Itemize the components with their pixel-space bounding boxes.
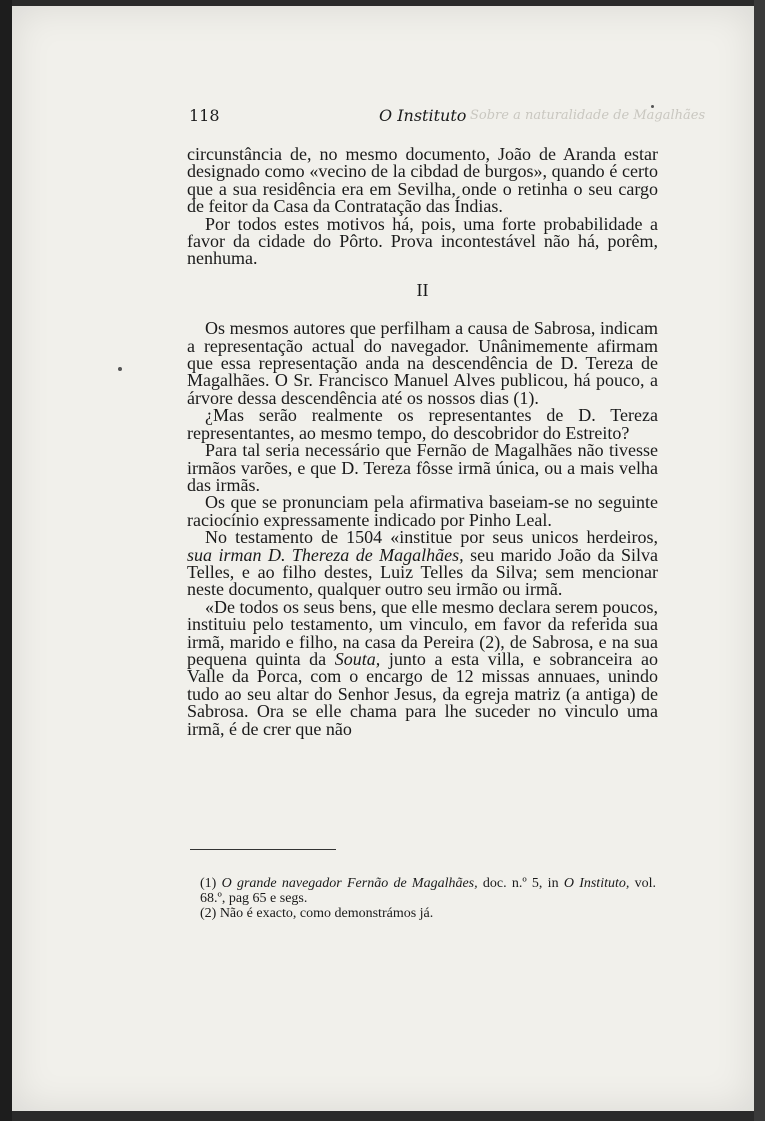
paragraph-8-italic: Souta, xyxy=(334,648,381,669)
paragraph-7-text-a: No testamento de 1504 «institue por seus unicos herdeiros, xyxy=(205,527,658,548)
paragraph-6: Os que se pronunciam pela afirmativa baseiam-se no seguinte raciocínio expressamente indicado por Pinho Leal. xyxy=(187,492,658,530)
footnote-1-text-b: vol. 68.º, pag 65 e segs. xyxy=(200,876,656,906)
paragraph-1: circunstância de, no mesmo documento, João de Aranda estar designado como «vecino de la cibdad de burgos», quando é certo que a sua residência era em Sevilha, onde o retinha o seu cargo de feitor da Casa da Contratação das Índias. xyxy=(187,144,658,217)
paragraph-5: Para tal seria necessário que Fernão de Magalhães não tivesse irmãos varões, e que D. Tereza fôsse irmã única, ou a mais velha das irmãs. xyxy=(187,440,658,495)
body-text xyxy=(187,146,658,738)
footnotes xyxy=(200,876,656,921)
paragraph-4: ¿Mas serão realmente os representantes de D. Tereza representantes, ao mesmo tempo, do descobridor do Estreito? xyxy=(187,405,658,443)
bleed-through-text: Sobre a naturalidade de Magalhães xyxy=(470,108,706,123)
scan-right-edge xyxy=(754,0,765,1121)
running-header xyxy=(189,106,659,130)
footnote-2: (2) Não é exacto, como demonstrámos já. xyxy=(200,906,434,921)
paragraph-7 xyxy=(187,529,658,599)
footnote-1-journal: O Instituto, xyxy=(563,876,630,891)
paragraph-8 xyxy=(187,596,658,739)
speck-mark xyxy=(118,367,122,371)
speck-mark xyxy=(651,105,654,108)
paragraph-7-italic: sua irman D. Thereza de Magalhães, xyxy=(187,544,464,565)
running-title: O Instituto xyxy=(379,106,467,125)
footnote-1-number: (1) xyxy=(200,876,222,891)
section-heading: II xyxy=(416,279,429,300)
paragraph-2: Por todos estes motivos há, pois, uma forte probabilidade a favor da cidade do Pôrto. Prova incontestável não há, porêm, nenhuma. xyxy=(187,213,658,269)
footnote-1 xyxy=(200,876,656,906)
footnote-rule xyxy=(190,849,336,850)
page-number: 118 xyxy=(189,106,220,125)
scan-left-edge xyxy=(0,0,12,1121)
paragraph-8-text-a: «De todos os seus bens, que elle mesmo declara serem poucos, instituiu pelo testamento, um vinculo, em favor da referida sua irmã, marido e filho, na casa da Pereira (2), de Sabrosa, e na sua pequena quinta da xyxy=(187,596,658,669)
footnote-1-title: O grande navegador Fernão de Magalhães, xyxy=(221,876,478,891)
paragraph-8-text-b: junto a esta villa, e sobranceira ao Valle da Porca, com o encargo de 12 missas annuaes, unindo tudo ao seu altar do Senhor Jesus, da egreja matriz (a antiga) de Sabrosa. Ora se elle chama para lhe suceder no vinculo uma irmã, é de crer que não xyxy=(187,648,658,739)
footnote-1-text-a: doc. n.º 5, in xyxy=(477,876,564,891)
paragraph-3: Os mesmos autores que perfilham a causa de Sabrosa, indicam a representação actual do navegador. Unânimemente afirmam que essa representação anda na descendência de D. Tereza de Magalhães. O Sr. Francisco Manuel Alves publicou, há pouco, a árvore dessa descendência até os nossos dias (1). xyxy=(187,318,658,408)
paragraph-7-text-b: seu marido João da Silva Telles, e ao filho destes, Luiz Telles da Silva; sem mencionar neste documento, qualquer outro seu irmão ou irmã. xyxy=(187,544,658,600)
